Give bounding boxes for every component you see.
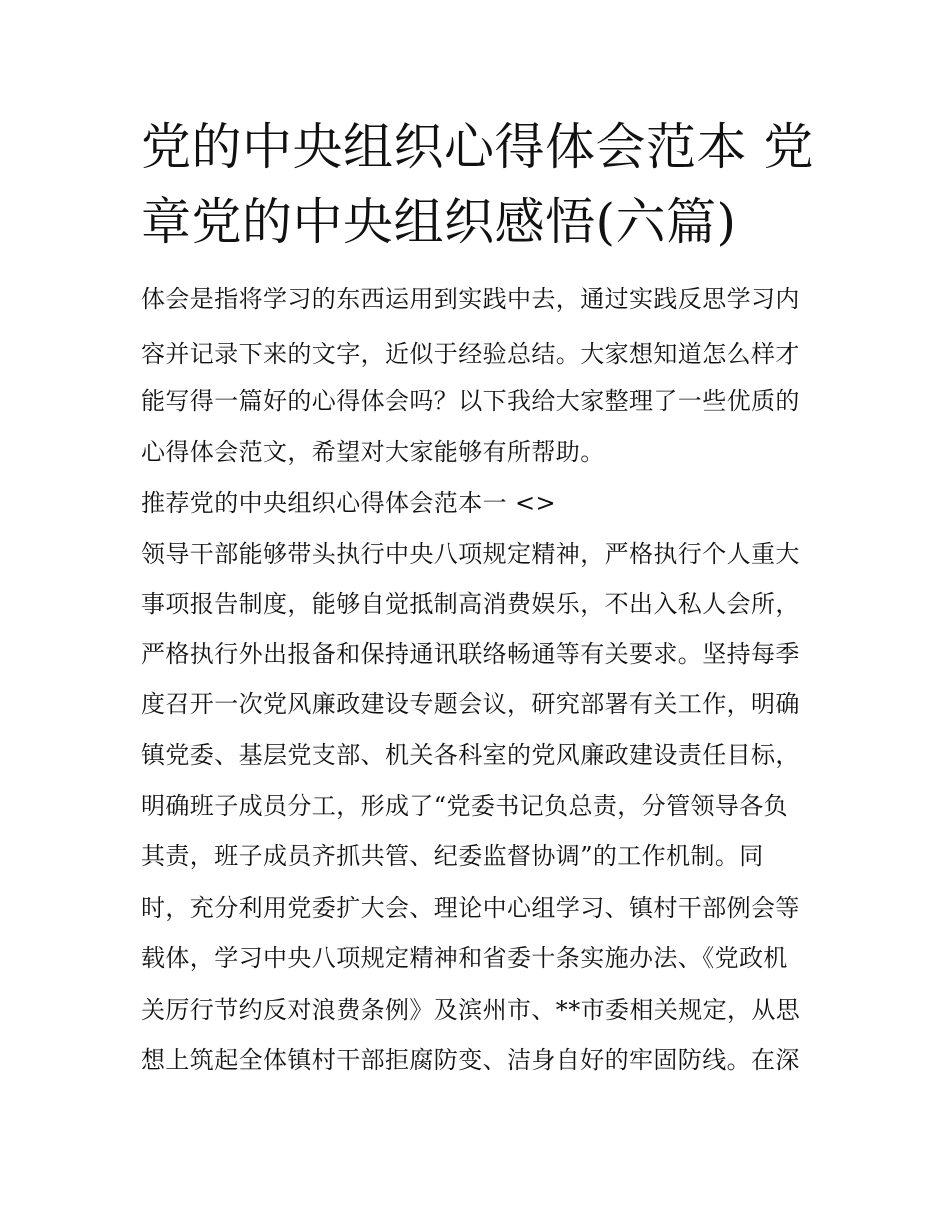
section-heading: 推荐党的中央组织心得体会范本一 <> (141, 489, 557, 517)
text-line: 想上筑起全体镇村干部拒腐防变、洁身自好的牢固防线。在深 (141, 1046, 800, 1074)
text-line: 心得体会范文，希望对大家能够有所帮助。 (141, 438, 605, 466)
text-line: 度召开一次党风廉政建设专题会议，研究部署有关工作，明确 (141, 690, 800, 718)
text-line: 严格执行外出报备和保持通讯联络畅通等有关要求。坚持每季 (141, 640, 800, 668)
title-line: 章党的中央组织感悟(六篇) (141, 193, 737, 251)
document-title (141, 110, 831, 260)
text-line: 体会是指将学习的东西运用到实践中去，通过实践反思学习内 (141, 285, 800, 313)
title-line: 党的中央组织心得体会范本 党 (141, 118, 814, 176)
text-line: 载体，学习中央八项规定精神和省委十条实施办法、《党政机 (141, 944, 788, 972)
text-line: 镇党委、基层党支部、机关各科室的党风廉政建设责任目标， (141, 741, 800, 769)
text-line: 时，充分利用党委扩大会、理论中心组学习、镇村干部例会等 (141, 894, 800, 922)
text-line: 容并记录下来的文字，近似于经验总结。大家想知道怎么样才 (141, 340, 800, 368)
text-line: 能写得一篇好的心得体会吗？以下我给大家整理了一些优质的 (141, 387, 800, 415)
text-line: 其责，班子成员齐抓共管、纪委监督协调”的工作机制。同 (141, 842, 764, 870)
text-line: 领导干部能够带头执行中央八项规定精神，严格执行个人重大 (141, 540, 800, 568)
text-line: 明确班子成员分工，形成了“党委书记负总责，分管领导各负 (141, 792, 789, 820)
text-line: 事项报告制度，能够自觉抵制高消费娱乐，不出入私人会所， (141, 590, 800, 618)
text-line: 关厉行节约反对浪费条例》及滨州市、**市委相关规定，从思 (141, 996, 801, 1024)
